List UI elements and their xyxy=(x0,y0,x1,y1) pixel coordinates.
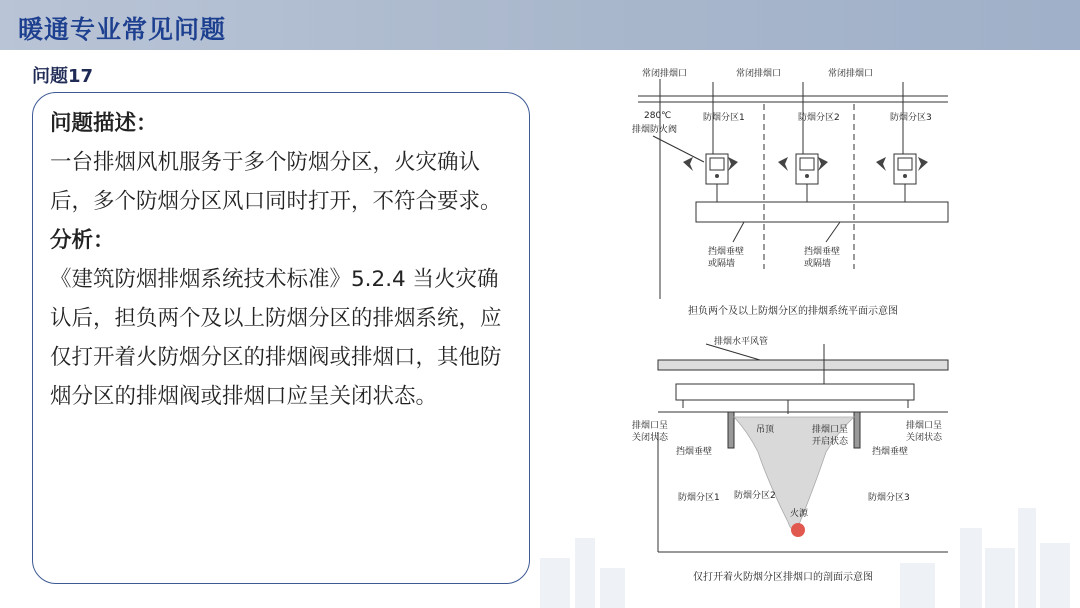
right-smoke-wall-label: 挡烟垂壁 xyxy=(872,447,909,457)
damper-label: 排烟防火阀 xyxy=(632,125,678,135)
analysis-text: 《建筑防烟排烟系统技术标准》5.2.4 当火灾确认后，担负两个及以上防烟分区的排烟系统，应仅打开着火防烟分区的排烟阀或排烟口，其他防烟分区的排烟阀或排烟口应呈关闭状态。 xyxy=(50,267,502,409)
smoke-wall-label-2b: 或隔墙 xyxy=(804,259,832,269)
plan-caption: 担负两个及以上防烟分区的排烟系统平面示意图 xyxy=(688,306,898,317)
zone1-label: 防烟分区1 xyxy=(703,113,745,123)
question-number: 问题17 xyxy=(32,66,94,87)
closed-outlet-label-1: 常闭排烟口 xyxy=(642,69,688,79)
zone2-label: 防烟分区2 xyxy=(798,113,840,123)
description-heading: 问题描述： xyxy=(50,111,158,136)
plan-diagram xyxy=(628,64,958,322)
section-diagram xyxy=(628,332,958,588)
fire-source xyxy=(791,523,805,537)
section-caption: 仅打开着火防烟分区排烟口的剖面示意图 xyxy=(693,572,873,583)
zone3-label: 防烟分区3 xyxy=(890,113,932,123)
duct-label: 排烟水平风管 xyxy=(714,337,769,347)
question-card-content xyxy=(50,104,520,416)
ceiling-label: 吊顶 xyxy=(756,425,775,435)
open-outlet-label-a: 排烟口呈 xyxy=(812,425,849,435)
page-title: 暖通专业常见问题 xyxy=(18,15,227,44)
right-outlet-label-b: 关闭状态 xyxy=(906,433,943,443)
section-zone3-label: 防烟分区3 xyxy=(868,493,910,503)
smoke-wall-label-1a: 挡烟垂壁 xyxy=(708,247,745,257)
analysis-heading: 分析： xyxy=(50,228,115,253)
left-outlet-label-a: 排烟口呈 xyxy=(632,421,669,431)
header-bar xyxy=(0,0,1080,50)
closed-outlet-label-2: 常闭排烟口 xyxy=(736,69,782,79)
section-zone2-label: 防烟分区2 xyxy=(734,491,776,501)
open-outlet-label-b: 开启状态 xyxy=(812,437,849,447)
smoke-wall-label-1b: 或隔墙 xyxy=(708,259,736,269)
description-text: 一台排烟风机服务于多个防烟分区，火灾确认后，多个防烟分区风口同时打开，不符合要求。 xyxy=(50,150,502,214)
section-zone1-label: 防烟分区1 xyxy=(678,493,720,503)
temperature-label: 280℃ xyxy=(644,111,672,121)
right-outlet-label-a: 排烟口呈 xyxy=(906,421,943,431)
left-smoke-wall-label: 挡烟垂壁 xyxy=(676,447,713,457)
smoke-wall-label-2a: 挡烟垂壁 xyxy=(804,247,841,257)
fire-label: 火源 xyxy=(790,509,809,519)
closed-outlet-label-3: 常闭排烟口 xyxy=(828,69,874,79)
left-outlet-label-b: 关闭状态 xyxy=(632,433,669,443)
